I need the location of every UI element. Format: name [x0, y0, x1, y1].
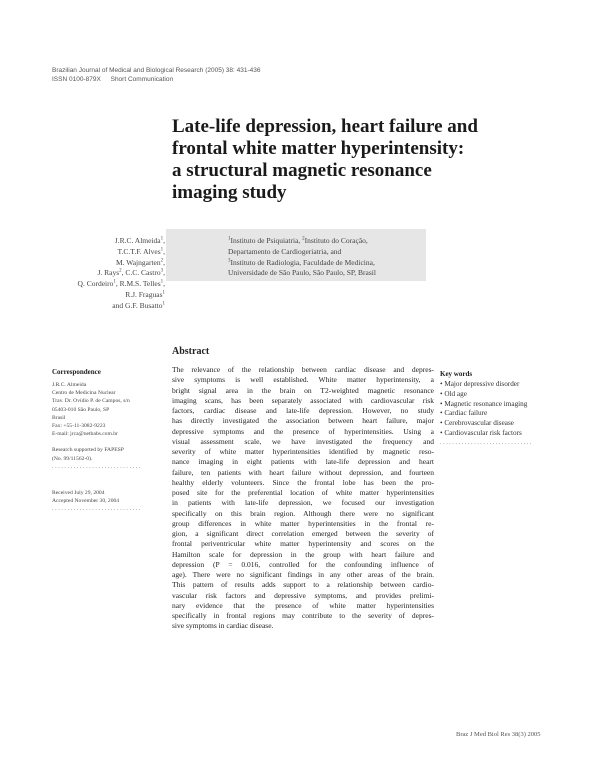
support-line: (No. 99/11562-0).: [52, 455, 93, 462]
author-affil-marker: 2: [160, 258, 164, 264]
author-affil-marker: 1: [160, 247, 164, 253]
bullet-icon: •: [440, 399, 445, 408]
author-affil-marker: 1: [160, 236, 164, 242]
abstract-line: factors, cardiac disease and late-life depression. However, no study: [172, 406, 434, 415]
author-list: [52, 236, 165, 312]
affiliation-line: [228, 268, 416, 279]
correspondence-line: Fax: +55-11-3082-9223: [52, 423, 106, 430]
article-type: Short Communication: [110, 76, 174, 83]
keyword-text: Cardiac failure: [444, 409, 488, 418]
abstract-line: sive symptoms in cardiac disease.: [172, 621, 274, 631]
abstract-line: failure, ten patients with heart failure without depression, and fourteen: [172, 467, 434, 477]
author-line: [52, 247, 165, 258]
journal-header: [52, 66, 260, 84]
abstract-line: has directly investigated the association between heart failure, major: [172, 416, 434, 426]
author-separator: ,: [163, 236, 165, 245]
author-name: T.C.T.F. Alves: [117, 246, 161, 256]
abstract-line: Hamilton scale for depression in the group with heart failure and: [172, 549, 434, 559]
bullet-icon: •: [440, 428, 445, 437]
accepted-date: Accepted November 30, 2004: [52, 498, 120, 505]
correspondence-line: Centro de Medicina Nuclear: [52, 390, 116, 397]
author-line: [52, 279, 165, 290]
affiliation-text: Universidade de São Paulo, São Paulo, SP, Brasil: [228, 268, 376, 278]
author-affil-marker: 3: [160, 268, 164, 274]
abstract-line: depression (P = 0.016, controlled for the confounding influence of: [172, 559, 434, 569]
affiliation-marker: 2: [302, 236, 305, 242]
author-separator: ,: [163, 246, 165, 256]
author-affil-marker: 1: [160, 279, 164, 285]
keyword-item: [440, 390, 533, 400]
keyword-item: [440, 409, 533, 419]
correspondence-line: Trav. Dr. Ovídio P. de Campos, s/n: [52, 398, 130, 405]
keyword-text: Cardiovascular risk factors: [444, 428, 522, 437]
author-line: [52, 258, 165, 269]
abstract-line: vascular risk factors and depressive symptoms, and provides prelimi-: [172, 590, 434, 600]
author-separator: ,: [163, 257, 165, 267]
dotted-divider: ..............................: [440, 439, 533, 446]
author-name: J. Rays: [97, 268, 120, 278]
bullet-icon: •: [440, 419, 445, 428]
abstract-line: specifically on this brain region. Although there were no significant: [172, 508, 434, 518]
abstract-line: healthy elderly volunteers. Since the frontal lobe has been the pro-: [172, 477, 434, 487]
abstract-line: in patients with late-life depression, we focused our investigation: [172, 498, 434, 508]
abstract-body: [172, 365, 434, 632]
abstract-line: bright signal area in the brain on T2-weighted magnetic resonance: [172, 385, 434, 395]
title-line: imaging study: [172, 182, 287, 203]
author-line: [52, 290, 165, 301]
author-name: Q. Cordeiro: [77, 279, 114, 289]
affiliation-text: Instituto do Coração,: [304, 236, 368, 245]
author-affil-marker: 2: [119, 268, 122, 274]
footer-citation: Braz J Med Biol Res 38(3) 2005: [456, 731, 541, 738]
bullet-icon: •: [440, 409, 445, 418]
support-line: Research supported by FAPESP: [52, 447, 124, 454]
affiliation-line: [228, 258, 416, 269]
affiliation-text: Departamento de Cardiogeriatria, and: [228, 246, 342, 256]
abstract-line: group differences in white matter hyperintensities in the frontal re-: [172, 518, 434, 528]
issn: ISSN 0100-879X: [52, 76, 101, 83]
author-line: [52, 301, 165, 312]
affiliation-list: [228, 236, 416, 279]
author-name: M. Wajngarten: [115, 257, 161, 267]
keyword-item: [440, 429, 533, 439]
bullet-icon: •: [440, 389, 445, 398]
affiliation-text: Instituto de Psiquiatria,: [230, 236, 303, 245]
abstract-line: nary evidence that the presence of white matter hyperintensities: [172, 600, 434, 610]
abstract-line: visual assessment scale, we have investigated the frequency and: [172, 436, 434, 446]
affiliation-marker: 1: [228, 236, 231, 242]
author-name: , C.C. Castro: [121, 268, 161, 278]
abstract-line: nance imaging in eight patients with late-life depression and heart: [172, 457, 434, 467]
dotted-divider: .............................: [52, 506, 142, 513]
correspondence-line: J.R.C. Almeida: [52, 382, 87, 388]
author-affil-marker: 1: [113, 279, 116, 285]
correspondence-line: Brasil: [52, 414, 66, 421]
abstract-line: age). There were no significant findings in any other areas of the brain.: [172, 570, 434, 579]
author-separator: ,: [163, 279, 165, 289]
author-separator: ,: [163, 268, 165, 278]
abstract-line: severity of white matter hyperintensities identified by magnetic reso-: [172, 447, 434, 456]
bullet-icon: •: [440, 380, 445, 388]
title-line: a structural magnetic resonance: [172, 160, 432, 181]
journal-line: Brazilian Journal of Medical and Biological Research (2005) 38: 431-436: [52, 67, 261, 74]
abstract-line: imaging scans, has been separately associated with cardiovascular risk: [172, 395, 434, 405]
keyword-item: [440, 419, 533, 429]
author-name: J.R.C. Almeida: [114, 236, 161, 245]
abstract-line: gion, a significant direct correlation emerged between the severity of: [172, 529, 434, 538]
author-name: R.J. Fraguas: [125, 289, 163, 299]
dotted-divider: .............................: [52, 463, 142, 470]
keyword-item: [440, 380, 533, 390]
author-affil-marker: 1: [162, 301, 165, 307]
author-name: , R.M.S. Telles: [115, 279, 161, 289]
correspondence-line: 05403-010 São Paulo, SP: [52, 406, 110, 413]
keyword-text: Magnetic resonance imaging: [444, 399, 528, 408]
title-line: frontal white matter hyperintensity:: [172, 138, 465, 159]
abstract-line: The relevance of the relationship between cardiac disease and depres-: [172, 365, 434, 374]
affiliation-text: Instituto de Radiologia, Faculdade de Medicina,: [230, 257, 375, 267]
author-name: and G.F. Busatto: [112, 300, 163, 310]
abstract-line: frontal periventricular white matter hyperintensity and scores on the: [172, 539, 434, 549]
article-title: [172, 116, 552, 204]
abstract-line: posed site for the preferential location of white matter hyperintensities: [172, 488, 434, 497]
issn-line: [52, 75, 260, 84]
abstract-heading: Abstract: [172, 346, 210, 357]
correspondence-block: [52, 381, 142, 514]
keyword-item: [440, 400, 533, 410]
author-affil-marker: 1: [162, 290, 165, 296]
abstract-line: sive symptoms is well established. White matter hyperintensity, a: [172, 375, 434, 385]
received-date: Received July 29, 2004: [52, 490, 105, 497]
affiliation-line: [228, 247, 416, 258]
keyword-text: Cerebrovascular disease: [444, 419, 514, 428]
title-line: Late-life depression, heart failure and: [172, 116, 478, 137]
correspondence-heading: Correspondence: [52, 368, 101, 376]
keywords-list: [440, 380, 533, 449]
abstract-line: specifically in frontal regions may contribute to the severity of depres-: [172, 611, 434, 620]
author-line: [52, 236, 165, 247]
keyword-text: Major depressive disorder: [444, 380, 520, 388]
correspondence-email[interactable]: E-mail: jrca@netbabs.com.br: [52, 431, 118, 438]
abstract-line: This pattern of results adds support to a relationship between cardio-: [172, 580, 434, 590]
author-line: [52, 268, 165, 279]
keywords-heading: Key words: [440, 370, 473, 378]
affiliation-marker: 3: [228, 258, 231, 264]
affiliation-line: [228, 236, 416, 247]
keyword-text: Old age: [444, 389, 467, 398]
abstract-line: depressive symptoms and the presence of hyperintensities. Using a: [172, 426, 434, 436]
